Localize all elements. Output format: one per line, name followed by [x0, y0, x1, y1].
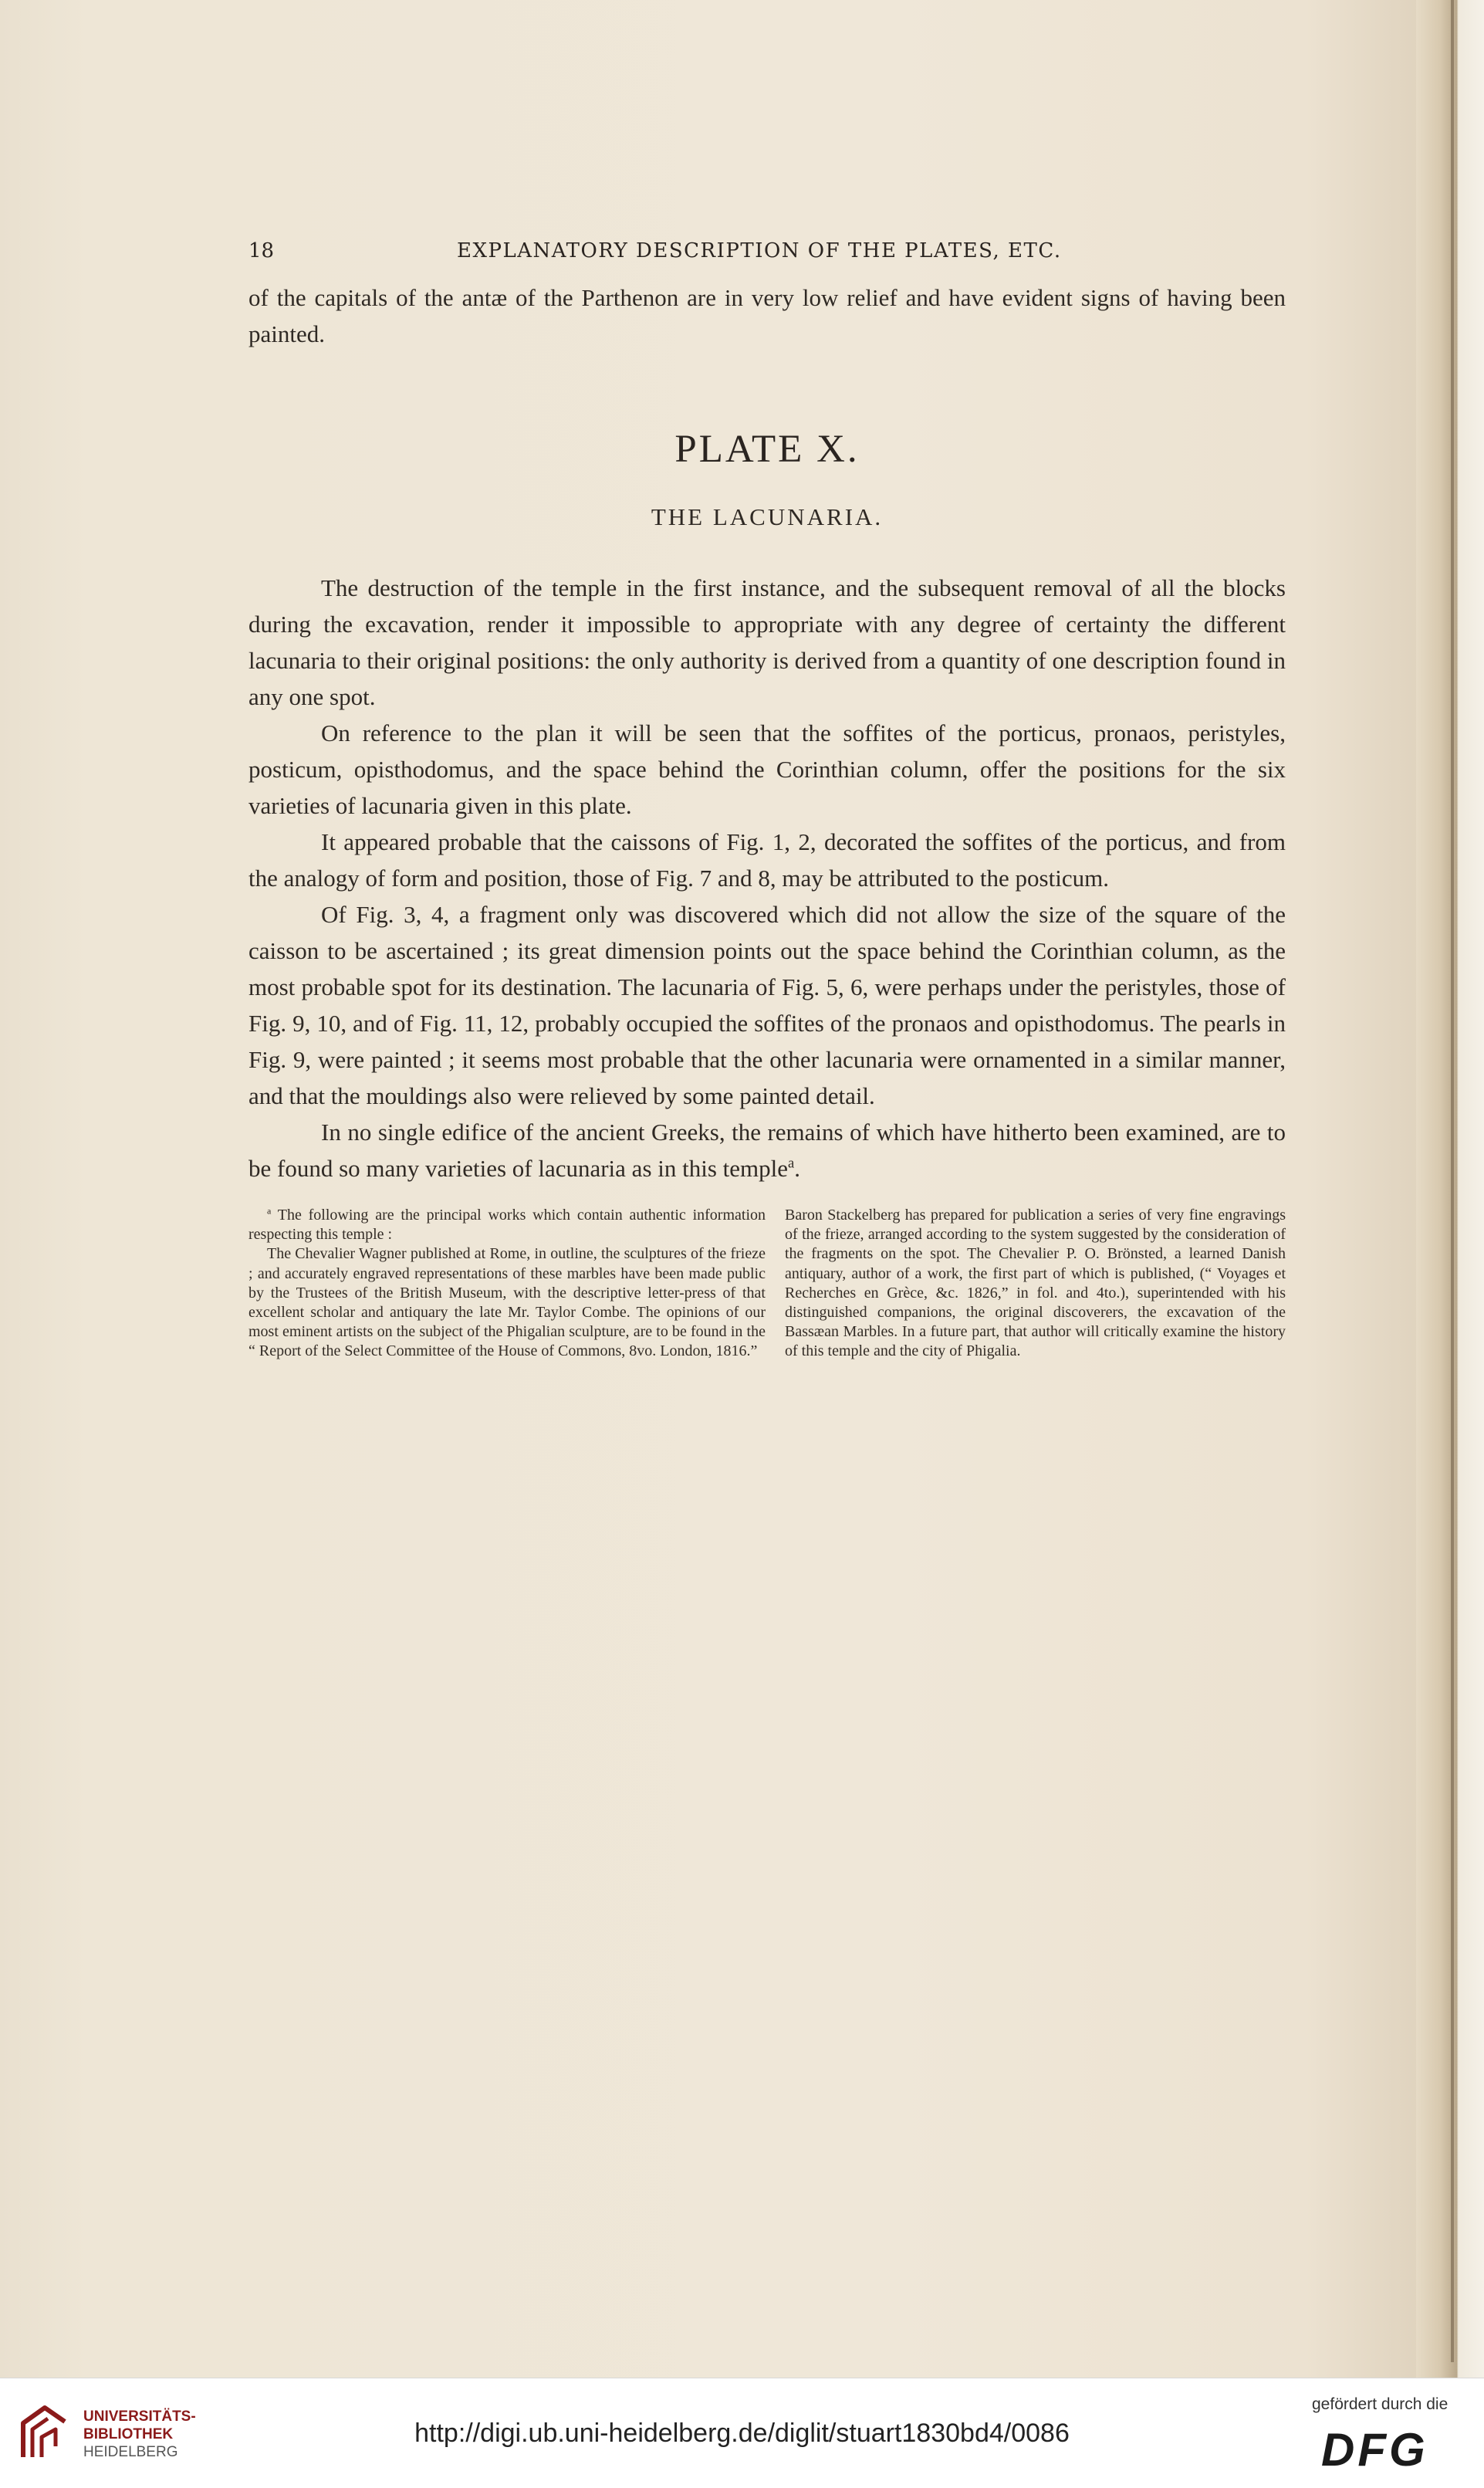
library-name-line: UNIVERSITÄTS-	[83, 2408, 196, 2425]
paragraph-text: In no single edifice of the ancient Greeks, the remains of which have hitherto been examined, are to be found so many varieties of lacunaria as in this temple	[248, 1119, 1286, 1182]
funded-by-label: gefördert durch die	[1312, 2395, 1449, 2413]
permalink-url[interactable]: http://digi.ub.uni-heidelberg.de/diglit/stuart1830bd4/0086	[414, 2419, 1070, 2448]
gutter-edge	[1451, 0, 1454, 2362]
footnote-reference: a	[788, 1155, 795, 1172]
running-head: EXPLANATORY DESCRIPTION OF THE PLATES, ETC.	[457, 239, 1062, 262]
book-gutter	[1416, 0, 1484, 2378]
body-text	[248, 570, 1286, 1186]
paragraph: Of Fig. 3, 4, a fragment only was discovered which did not allow the size of the square of the caisson to be ascertained ; its great dimension points out the space behind the Corinthian column, as the most probable spot for its destination. The lacunaria of Fig. 5, 6, were perhaps under the peristyles, those of Fig. 9, 10, and of Fig. 11, 12, probably occupied the soffites of the pronaos and opisthodomus. The pearls in Fig. 9, were painted ; it seems most probable that the other lacunaria were ornamented in a similar manner, and that the mouldings also were relieved by some painted detail.	[248, 901, 1286, 1109]
footnote: Baron Stackelberg has prepared for publication a series of very fine engravings of the frieze, arranged according to the system suggested by the consideration of the fragments on the spot. The Chevalier P. O. Brönsted, a learned Danish antiquary, author of a work, the first part of which is published, (“ Voyages et Recherches en Grèce, &c. 1826,” in fol. and 4to.), superintended with his distinguished companions, the original discoverers, the excavation of the Bassæan Marbles. In a future part, that author will critically examine the history of this temple and the city of Phigalia.	[785, 1207, 1286, 1360]
plate-subtitle: THE LACUNARIA.	[651, 503, 884, 530]
dfg-logo: DFG	[1321, 2424, 1428, 2476]
footnote-column-left	[248, 1206, 766, 1362]
page-number: 18	[248, 239, 275, 262]
viewer-footer-banner	[0, 2378, 1484, 2488]
paragraph: The destruction of the temple in the first instance, and the subsequent removal of all the blocks during the excavation, render it impossible to appropriate with any degree of certainty the different lacunaria to their original positions: the only authority is derived from a quantity of one description found in any one spot.	[248, 574, 1286, 710]
footnote	[248, 1244, 766, 1361]
footnote-mark: a	[267, 1205, 272, 1217]
library-name-line: BIBLIOTHEK	[83, 2426, 174, 2442]
paragraph	[248, 1114, 1286, 1186]
footnote-text: The following are the principal works which contain authentic information respecting this temple :	[248, 1207, 766, 1244]
carryover-paragraph: of the capitals of the antæ of the Parthenon are in very low relief and have evident signs of having been painted.	[248, 284, 1286, 347]
paragraph: On reference to the plan it will be seen that the soffites of the porticus, pronaos, peristyles, posticum, opisthodomus, and the space behind the Corinthian column, offer the positions for the six varieties of lacunaria given in this plate.	[248, 719, 1286, 819]
paragraph: It appeared probable that the caissons of Fig. 1, 2, decorated the soffites of the porticus, and from the analogy of form and position, those of Fig. 7 and 8, may be attributed to the posticum.	[248, 828, 1286, 892]
library-name-line: HEIDELBERG	[83, 2444, 178, 2460]
paragraph-end: .	[794, 1155, 801, 1182]
footnote	[248, 1206, 766, 1244]
plate-title: PLATE X.	[674, 428, 860, 471]
footnote-column-right	[785, 1206, 1286, 1362]
footnote-text: The Chevalier Wagner published at Rome, in outline, the sculptures of the frieze ; and accurately engraved representations of these marbles have been made public by the Trustees of the British Museum, with the descriptive letter-press of that excellent scholar and antiquary the late Mr. Taylor Combe. The opinions of our most eminent artists on the subject of the Phigalian sculpture, are to be found in the “ Report of the Select Committee of the House of Commons, 8vo. London, 1816.”	[248, 1245, 766, 1360]
